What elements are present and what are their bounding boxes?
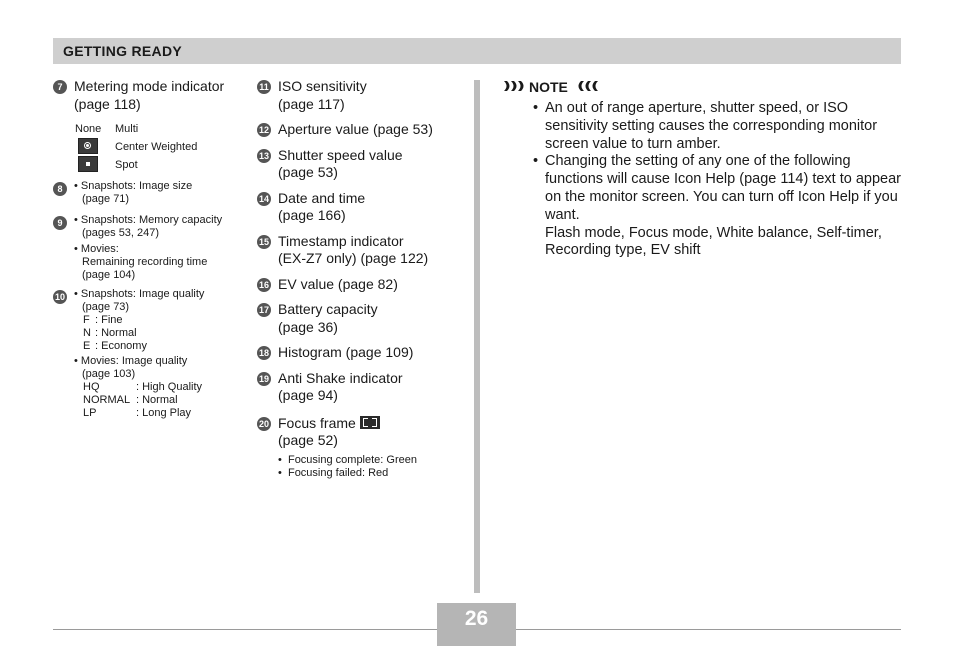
item-10-title: • Snapshots: Image quality <box>74 288 205 300</box>
metering-row-none <box>53 120 248 138</box>
quality-value: : Economy <box>95 340 147 352</box>
item-page: (page 94) <box>278 387 338 403</box>
movie-quality-key: NORMAL <box>83 394 131 406</box>
item-9 <box>53 214 248 282</box>
quality-row-f <box>53 314 248 327</box>
item-title: Aperture value (page 53) <box>278 121 433 137</box>
note-bullet-text: An out of range aperture, shutter speed, or ISO sensitivity setting causes the corresponding monitor screen value to turn amber. <box>545 100 878 152</box>
item-10-movies <box>53 355 248 381</box>
number-badge-14: 14 <box>258 193 269 204</box>
quality-key: E <box>83 340 91 352</box>
item-page: (EX-Z7 only) (page 122) <box>278 250 429 266</box>
item-10 <box>53 288 248 314</box>
item-page: (page 53) <box>278 164 338 180</box>
item-title: Histogram (page 109) <box>278 344 414 360</box>
focus-frame-icon <box>360 416 380 429</box>
note-left-ornament-icon <box>503 80 525 92</box>
item-19 <box>257 370 462 405</box>
item-11 <box>257 78 462 113</box>
spot-icon <box>78 156 98 172</box>
note-heading <box>503 78 901 95</box>
movie-quality-value: : Normal <box>136 394 178 406</box>
number-badge-7: 7 <box>53 80 67 94</box>
metering-row-center <box>53 138 248 156</box>
movie-quality-key: HQ <box>83 381 100 393</box>
movie-quality-value: : High Quality <box>136 381 203 393</box>
item-14 <box>257 190 462 225</box>
number-badge-19: 19 <box>258 373 269 384</box>
movie-quality-key: LP <box>83 407 97 419</box>
note-section <box>503 78 901 260</box>
movie-quality-row-lp <box>53 407 248 420</box>
item-8-page: (page 71) <box>82 193 130 205</box>
number-badge-18: 18 <box>258 348 269 358</box>
focus-note-failed: Focusing failed: Red <box>287 466 389 479</box>
item-9-title: • Snapshots: Memory capacity <box>74 214 223 226</box>
metering-center-label: Center Weighted <box>115 141 198 153</box>
item-9-page: (pages 53, 247) <box>82 227 160 239</box>
metering-spot-label: Spot <box>115 159 138 171</box>
number-badge-16: 16 <box>258 279 269 290</box>
note-label: NOTE <box>529 79 568 95</box>
item-16 <box>257 276 462 294</box>
note-bullet-text: Changing the setting of any one of the following functions will cause Icon Help (page 114) text to appear on the monitor screen. You can turn off Icon Help if you want. <box>545 153 901 223</box>
page-number-box <box>437 603 516 646</box>
number-badge-9: 9 <box>53 216 67 230</box>
item-7 <box>53 78 248 113</box>
focus-note-complete: Focusing complete: Green <box>287 453 417 466</box>
item-9-movies-page: (page 104) <box>82 269 136 281</box>
quality-key: F <box>83 314 90 326</box>
page-number: 26 <box>464 607 489 630</box>
metering-row-spot <box>53 156 248 174</box>
number-badge-20: 20 <box>258 418 269 429</box>
metering-none-label: None <box>75 123 102 135</box>
quality-value: : Fine <box>95 314 123 326</box>
movie-quality-value: : Long Play <box>136 407 192 419</box>
column-divider <box>474 80 480 593</box>
item-7-page: (page 118) <box>74 95 141 112</box>
note-bullet-2: • Changing the setting of any one of the following functions will cause Icon Help (page 114) text to appear on the monitor screen. You can turn off Icon Help if you want. <box>533 153 901 223</box>
note-bullet-1: • An out of range aperture, shutter speed, or ISO sensitivity setting causes the corresponding monitor screen value to turn amber. <box>533 100 878 152</box>
item-15 <box>257 233 462 268</box>
item-title: Anti Shake indicator <box>278 369 403 386</box>
number-badge-8: 8 <box>53 182 67 196</box>
focus-notes: • Focusing complete: Green • Focusing failed: Red <box>278 453 417 479</box>
item-13 <box>257 147 462 182</box>
item-page: (page 117) <box>278 95 345 112</box>
item-12 <box>257 121 462 139</box>
center-weighted-icon <box>78 138 98 154</box>
item-10-movies-title: • Movies: Image quality <box>74 355 188 367</box>
item-10-page: (page 73) <box>82 301 130 313</box>
item-title: Battery capacity <box>278 301 378 317</box>
note-function-list: Flash mode, Focus mode, White balance, Self-timer, Recording type, EV shift <box>545 224 882 259</box>
item-title: EV value (page 82) <box>278 275 398 292</box>
item-page: (page 166) <box>278 207 346 223</box>
item-18 <box>257 344 462 362</box>
item-20 <box>257 415 462 450</box>
item-page: (page 52) <box>278 432 338 448</box>
section-title: GETTING READY <box>63 43 183 59</box>
number-badge-13: 13 <box>258 150 269 161</box>
item-title: ISO sensitivity <box>278 78 367 94</box>
quality-row-n <box>53 327 248 340</box>
item-17 <box>257 301 462 336</box>
number-badge-15: 15 <box>258 236 269 247</box>
item-title: Shutter speed value <box>278 146 403 163</box>
number-badge-17: 17 <box>258 305 269 315</box>
item-9-movies: • Movies: <box>74 243 119 255</box>
item-10-movies-page: (page 103) <box>82 368 136 380</box>
note-list <box>503 100 901 260</box>
note-right-ornament-icon <box>576 80 598 92</box>
section-header-bar <box>53 38 901 64</box>
item-page: (page 36) <box>278 318 338 335</box>
item-9-movies-desc: Remaining recording time <box>82 256 208 268</box>
number-badge-10: 10 <box>54 292 65 302</box>
quality-key: N <box>83 327 91 339</box>
item-title: Timestamp indicator <box>278 232 404 249</box>
item-title: Date and time <box>278 189 366 206</box>
movie-quality-row-normal <box>53 394 248 407</box>
metering-multi-label: Multi <box>115 123 139 135</box>
item-8 <box>53 180 248 206</box>
column-middle <box>257 78 462 480</box>
quality-row-e <box>53 340 248 353</box>
movie-quality-row-hq <box>53 381 248 394</box>
item-7-title: Metering mode indicator <box>74 78 225 94</box>
quality-value: : Normal <box>95 327 137 339</box>
item-title: Focus frame <box>278 414 356 431</box>
number-badge-12: 12 <box>258 125 269 135</box>
item-8-title: • Snapshots: Image size <box>74 180 193 192</box>
number-badge-11: 11 <box>257 80 271 94</box>
column-left <box>53 78 248 420</box>
